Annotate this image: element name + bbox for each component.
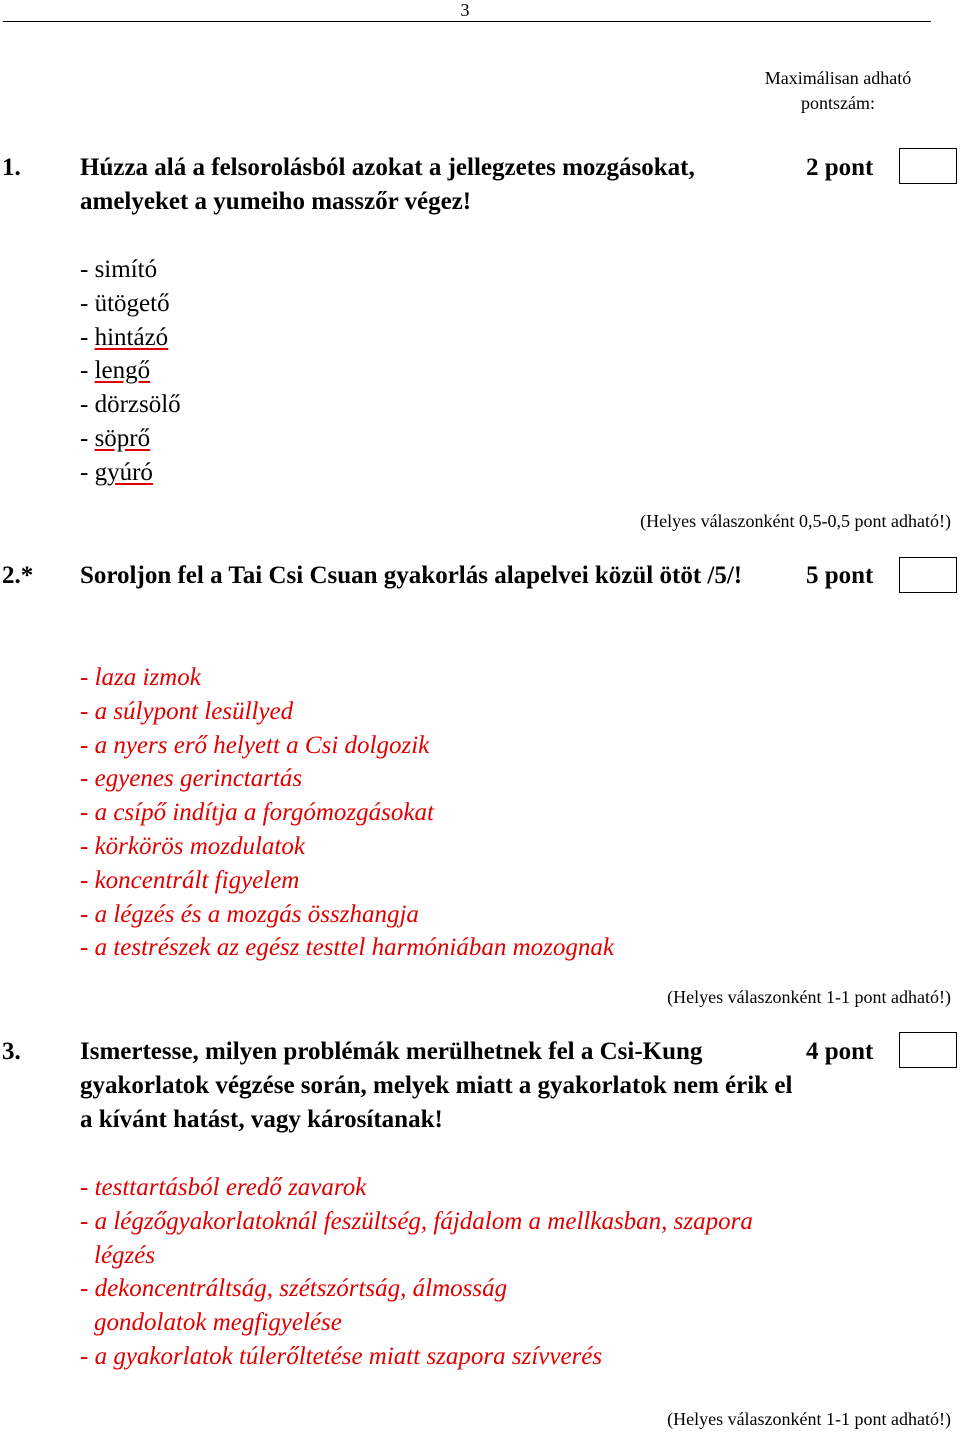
list-item[interactable]: - gyúró <box>80 458 153 486</box>
list-item[interactable]: - söprő <box>80 424 151 452</box>
list-item: - a légzőgyakorlatoknál feszültség, fájdalom a mellkasban, szapora <box>80 1207 753 1235</box>
max-points-label: Maximálisan adható pontszám: <box>764 68 912 113</box>
list-item[interactable]: - simító <box>80 256 158 283</box>
list-item: - egyenes gerinctartás <box>80 765 303 793</box>
list-item: - a csípő indítja a forgómozgásokat <box>80 799 434 827</box>
page-number: 3 <box>460 0 470 20</box>
question-3-score-box[interactable] <box>899 1032 957 1068</box>
list-item: - a súlypont lesüllyed <box>80 697 294 725</box>
list-item: - a légzés és a mozgás összhangja <box>80 900 419 928</box>
list-item: - a testrészek az egész testtel harmóniában mozognak <box>80 934 614 962</box>
question-1-options <box>80 253 181 490</box>
question-1-text: Húzza alá a felsorolásból azokat a jellegzetes mozgásokat, amelyeket a yumeiho masszőr végez! <box>80 154 695 215</box>
list-item: - a nyers erő helyett a Csi dolgozik <box>80 731 430 759</box>
list-item: - körkörös mozdulatok <box>80 832 305 860</box>
question-3-scoring-note: (Helyes válaszonként 1-1 pont adható!) <box>667 1409 951 1429</box>
question-1-score-box[interactable] <box>899 148 957 184</box>
list-item: - laza izmok <box>80 664 201 691</box>
question-2-scoring-note: (Helyes válaszonként 1-1 pont adható!) <box>667 987 951 1007</box>
question-1-points: 2 pont <box>806 154 874 181</box>
list-item[interactable]: - dörzsölő <box>80 391 181 419</box>
list-item: - koncentrált figyelem <box>80 866 300 894</box>
question-3-number: 3. <box>2 1038 21 1065</box>
question-3-answers <box>80 1171 753 1374</box>
list-item: - dekoncentráltság, szétszórtság, álmosság <box>80 1275 508 1303</box>
question-2-answers <box>80 661 614 965</box>
list-item[interactable]: - ütögető <box>80 289 170 317</box>
list-item[interactable]: - hintázó <box>80 323 169 351</box>
list-item-continuation: gondolatok megfigyelése <box>94 1309 342 1337</box>
list-item-continuation: légzés <box>94 1241 156 1269</box>
question-1-number: 1. <box>2 154 21 181</box>
list-item: - testtartásból eredő zavarok <box>80 1174 367 1201</box>
question-1-scoring-note: (Helyes válaszonként 0,5-0,5 pont adható!) <box>640 511 951 531</box>
header-rule <box>3 21 931 22</box>
list-item[interactable]: - lengő <box>80 357 151 385</box>
question-2-number: 2.* <box>2 562 34 589</box>
question-2-text: Soroljon fel a Tai Csi Csuan gyakorlás alapelvei közül ötöt /5/! <box>80 562 743 589</box>
question-2-points: 5 pont <box>806 562 874 589</box>
question-3-points: 4 pont <box>806 1038 874 1065</box>
question-2-score-box[interactable] <box>899 557 957 593</box>
list-item: - a gyakorlatok túlerőltetése miatt szapora szívverés <box>80 1342 603 1370</box>
question-3-text: Ismertesse, milyen problémák merülhetnek fel a Csi-Kung gyakorlatok végzése során, melyek miatt a gyakorlatok nem érik el a kívánt hatást, vagy károsítanak! <box>80 1038 793 1133</box>
